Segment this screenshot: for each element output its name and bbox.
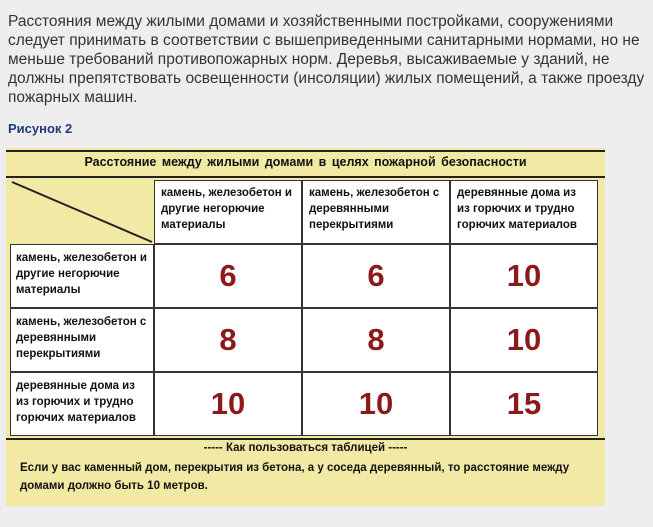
distance-value: 10 [450, 308, 598, 372]
howto-text: Если у вас каменный дом, перекрытия из бетона, а у соседа деревянный, то расстояние между домами должно быть 10 метров. [20, 462, 570, 492]
column-header-3: деревянные дома из из горючих и трудно горючих материалов [450, 180, 598, 244]
intro-paragraph: Расстояния между жилыми домами и хозяйственными постройками, сооружениями следует принимать в соответствии с вышеприведенными санитарными нормами, но не меньше требований противопожарных норм. Деревья, высаживаемые у зданий, не должны препятствовать освещенности (инсоляции) жилых помещений, а также проезду пожарных машин. [8, 13, 645, 106]
row-header-1: камень, железобетон и другие негорючие материалы [10, 244, 154, 308]
distance-value: 10 [450, 244, 598, 308]
diagonal-line [10, 180, 154, 244]
fire-safety-distance-table [6, 148, 605, 506]
title-rule [6, 176, 605, 178]
footer-rule [6, 438, 605, 440]
howto-title: ----- Как пользоваться таблицей ----- [203, 442, 408, 454]
distance-value: 10 [154, 372, 302, 436]
top-rule [6, 150, 605, 152]
corner-cell [10, 180, 154, 244]
column-header-1: камень, железобетон и другие негорючие материалы [154, 180, 302, 244]
distance-value: 15 [450, 372, 598, 436]
row-header-3: деревянные дома из из горючих и трудно горючих материалов [10, 372, 154, 436]
figure-label: Рисунок 2 [8, 121, 73, 136]
column-header-2: камень, железобетон с деревянными перекрытиями [302, 180, 450, 244]
row-header-2: камень, железобетон с деревянными перекрытиями [10, 308, 154, 372]
distance-value: 6 [302, 244, 450, 308]
table-title: Расстояние между жилыми домами в целях пожарной безопасности [84, 155, 527, 169]
distance-value: 8 [154, 308, 302, 372]
distance-value: 10 [302, 372, 450, 436]
distance-value: 6 [154, 244, 302, 308]
distance-value: 8 [302, 308, 450, 372]
